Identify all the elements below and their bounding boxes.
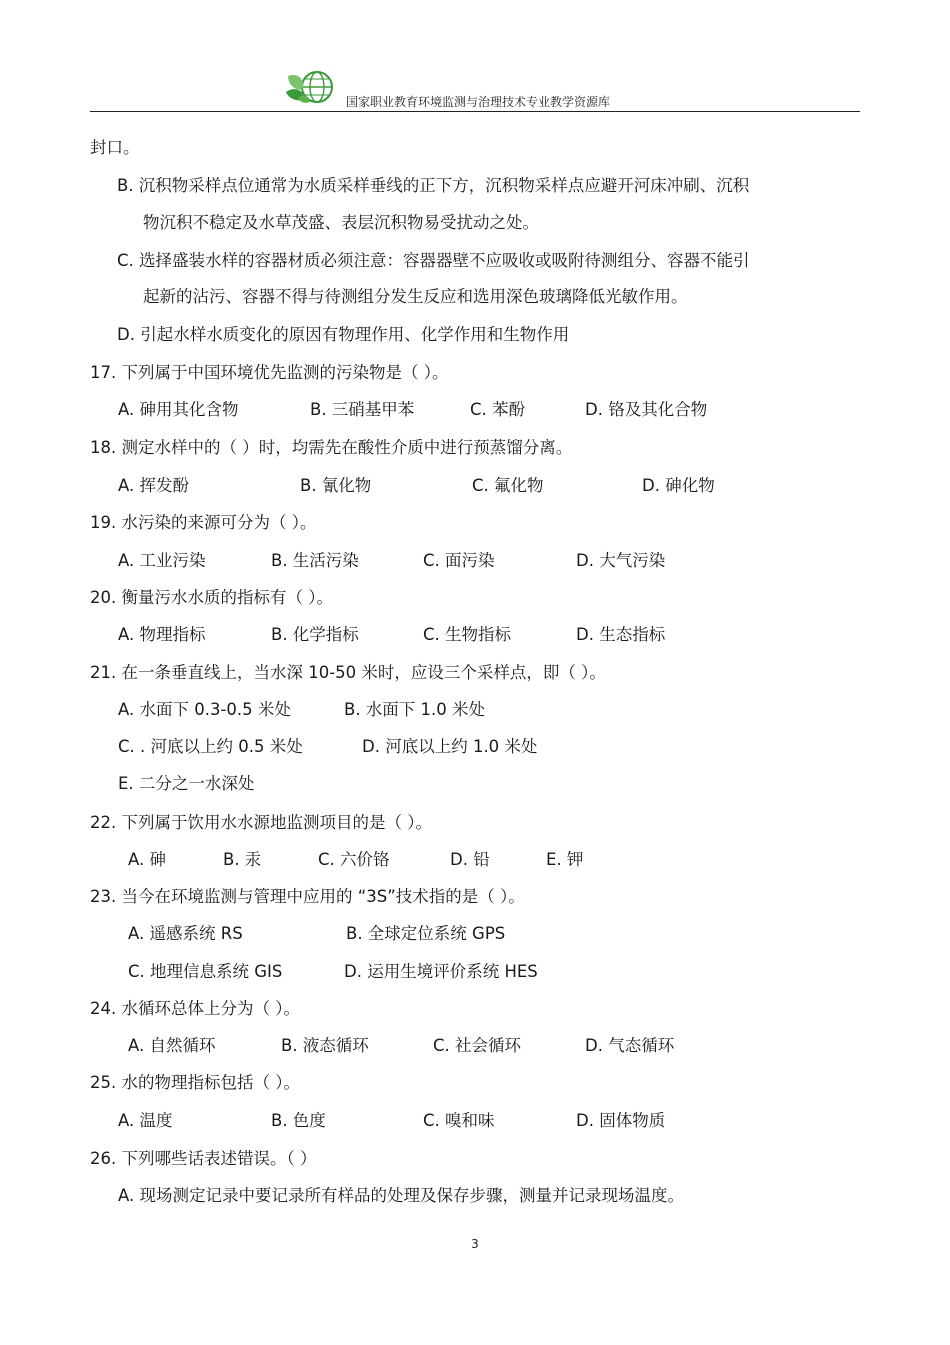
q22-option-a: A. 砷 xyxy=(128,850,166,869)
q16-option-c-line1: C. 选择盛装水样的容器材质必须注意：容器器壁不应吸收或吸附待测组分、容器不能引 xyxy=(117,251,750,270)
q24-option-d: D. 气态循环 xyxy=(585,1036,675,1055)
q22-option-e: E. 钾 xyxy=(546,850,584,869)
q22-option-c: C. 六价铬 xyxy=(318,850,390,869)
continued-text: 封口。 xyxy=(90,138,140,157)
q19-option-a: A. 工业污染 xyxy=(118,551,206,570)
page-header xyxy=(0,0,950,120)
q21-option-e: E. 二分之一水深处 xyxy=(118,774,255,793)
q21-option-a: A. 水面下 0.3-0.5 米处 xyxy=(118,700,291,719)
q22-option-b: B. 汞 xyxy=(223,850,262,869)
q17-options xyxy=(0,399,950,421)
question-23: 23. 当今在环境监测与管理中应用的 “3S”技术指的是（ ）。 xyxy=(90,887,525,906)
q17-option-b: B. 三硝基甲苯 xyxy=(310,400,415,419)
q17-option-d: D. 铬及其化合物 xyxy=(585,400,708,419)
q18-option-a: A. 挥发酚 xyxy=(118,476,189,495)
q24-options xyxy=(0,1035,950,1057)
q23-option-b: B. 全球定位系统 GPS xyxy=(346,924,506,943)
question-26: 26. 下列哪些话表述错误。（ ） xyxy=(90,1149,317,1168)
q19-option-b: B. 生活污染 xyxy=(271,551,359,570)
q25-options xyxy=(0,1110,950,1132)
header-divider xyxy=(90,111,860,112)
q21-options-row1 xyxy=(0,699,950,721)
q16-option-d: D. 引起水样水质变化的原因有物理作用、化学作用和生物作用 xyxy=(117,325,570,344)
q20-option-a: A. 物理指标 xyxy=(118,625,206,644)
q20-options xyxy=(0,624,950,646)
q21-option-c: C. . 河底以上约 0.5 米处 xyxy=(118,737,303,756)
q16-option-c-line2: 起新的沾污、容器不得与待测组分发生反应和选用深色玻璃降低光敏作用。 xyxy=(143,287,688,306)
q24-option-c: C. 社会循环 xyxy=(433,1036,522,1055)
q23-options-row2 xyxy=(0,961,950,983)
q26-option-a: A. 现场测定记录中要记录所有样品的处理及保存步骤，测量并记录现场温度。 xyxy=(118,1186,684,1205)
q23-option-d: D. 运用生境评价系统 HES xyxy=(344,962,538,981)
q25-option-d: D. 固体物质 xyxy=(576,1111,666,1130)
question-22: 22. 下列属于饮用水水源地监测项目的是（ ）。 xyxy=(90,813,432,832)
q21-option-d: D. 河底以上约 1.0 米处 xyxy=(362,737,538,756)
q18-option-b: B. 氰化物 xyxy=(300,476,372,495)
q18-options xyxy=(0,475,950,497)
q18-option-d: D. 砷化物 xyxy=(642,476,715,495)
q16-option-b-line1: B. 沉积物采样点位通常为水质采样垂线的正下方，沉积物采样点应避开河床冲刷、沉积 xyxy=(117,176,750,195)
q22-options xyxy=(0,849,950,871)
q19-options xyxy=(0,550,950,572)
q24-option-b: B. 液态循环 xyxy=(281,1036,369,1055)
q23-options-row1 xyxy=(0,923,950,945)
page-number: 3 xyxy=(471,1237,479,1251)
q18-option-c: C. 氟化物 xyxy=(472,476,544,495)
q20-option-b: B. 化学指标 xyxy=(271,625,359,644)
q24-option-a: A. 自然循环 xyxy=(128,1036,216,1055)
q23-option-a: A. 遥感系统 RS xyxy=(128,924,243,943)
q21-options-row2 xyxy=(0,736,950,758)
header-title: 国家职业教育环境监测与治理技术专业教学资源库 xyxy=(346,95,611,109)
q17-option-a: A. 砷用其化含物 xyxy=(118,400,239,419)
q25-option-c: C. 嗅和味 xyxy=(423,1111,495,1130)
question-25: 25. 水的物理指标包括（ ）。 xyxy=(90,1073,300,1092)
question-21: 21. 在一条垂直线上，当水深 10-50 米时，应设三个采样点，即（ ）。 xyxy=(90,663,606,682)
q22-option-d: D. 铅 xyxy=(450,850,490,869)
question-19: 19. 水污染的来源可分为（ ）。 xyxy=(90,513,317,532)
question-24: 24. 水循环总体上分为（ ）。 xyxy=(90,999,300,1018)
q23-option-c: C. 地理信息系统 GIS xyxy=(128,962,283,981)
question-20: 20. 衡量污水水质的指标有（ ）。 xyxy=(90,588,333,607)
q16-option-b-line2: 物沉积不稳定及水草茂盛、表层沉积物易受扰动之处。 xyxy=(143,213,539,232)
q25-option-a: A. 温度 xyxy=(118,1111,173,1130)
q19-option-c: C. 面污染 xyxy=(423,551,495,570)
question-18: 18. 测定水样中的（ ）时，均需先在酸性介质中进行预蒸馏分离。 xyxy=(90,438,573,457)
question-17: 17. 下列属于中国环境优先监测的污染物是（ ）。 xyxy=(90,363,449,382)
leaf-globe-logo xyxy=(284,68,334,106)
q20-option-c: C. 生物指标 xyxy=(423,625,512,644)
q17-option-c: C. 苯酚 xyxy=(470,400,526,419)
q21-option-b: B. 水面下 1.0 米处 xyxy=(344,700,486,719)
q19-option-d: D. 大气污染 xyxy=(576,551,666,570)
q20-option-d: D. 生态指标 xyxy=(576,625,666,644)
q25-option-b: B. 色度 xyxy=(271,1111,326,1130)
